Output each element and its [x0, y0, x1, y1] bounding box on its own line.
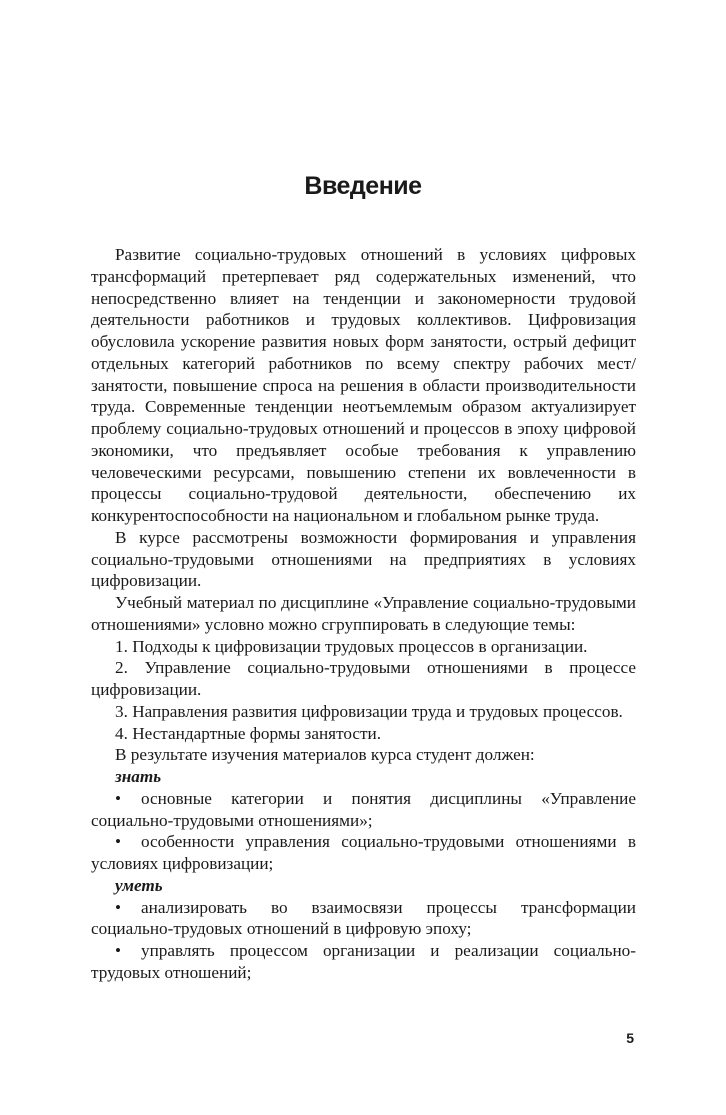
course-paragraph: В курсе рассмотрены возможности формирования и управления социально-трудовыми отношениями на предприятиях в условиях цифровизации. — [91, 527, 636, 591]
able-item-text: анализировать во взаимосвязи процессы трансформации социально-трудовых отношений в цифровую эпоху; — [91, 897, 636, 939]
able-item-text: управлять процессом организации и реализации социально-трудовых отношений; — [91, 941, 636, 982]
body-text — [91, 244, 636, 984]
know-item-text: особенности управления социально-трудовыми отношениями в условиях цифровизации; — [91, 832, 636, 873]
bullet-icon: • — [115, 788, 122, 808]
topic-item: 1. Подходы к цифровизации трудовых процессов в организации. — [115, 636, 588, 656]
bullet-icon: • — [115, 832, 122, 852]
result-intro: В результате изучения материалов курса студент должен: — [115, 745, 535, 765]
bullet-icon: • — [115, 941, 122, 960]
topic-item: 4. Нестандартные формы занятости. — [115, 723, 382, 743]
able-heading: уметь — [115, 875, 163, 895]
know-heading: знать — [115, 767, 162, 786]
know-item — [91, 788, 636, 832]
chapter-title: Введение — [304, 172, 422, 200]
bullet-icon: • — [115, 897, 122, 917]
material-paragraph: Учебный материал по дисциплине «Управление социально-трудовыми отношениями» условно можно сгруппировать в следующие темы: — [91, 593, 636, 634]
know-item — [91, 831, 636, 875]
able-item — [91, 940, 636, 984]
page-number: 5 — [626, 1030, 634, 1046]
know-item-text: основные категории и понятия дисциплины «Управление социально-трудовыми отношениями»; — [91, 788, 636, 830]
able-item — [91, 897, 636, 941]
topic-item: 2. Управление социально-трудовыми отношениями в процессе цифровизации. — [91, 658, 636, 699]
topic-item: 3. Направления развития цифровизации труда и трудовых процессов. — [115, 701, 623, 721]
intro-paragraph: Развитие социально-трудовых отношений в условиях цифровых трансформаций претерпевает ряд содержательных изменений, что непосредственно влияет на тенденции и закономерности трудовой деятельности работников и трудовых коллективов. Цифровизация обусловила ускорение развития новых форм занятости, острый дефицит отдельных категорий работников по всему спектру рабочих мест/занятости, повышение спроса на решения в области производительности труда. Современные тенденции неотъемлемым образом актуализирует проблему социально-трудовых отношений и процессов в эпоху цифровой экономики, что предъявляет особые требования к управлению человеческими ресурсами, повышению степени их вовлеченности в процессы социально-трудовой деятельности, обеспечению их конкурентоспособности на национальном и глобальном рынке труда. — [91, 245, 636, 525]
